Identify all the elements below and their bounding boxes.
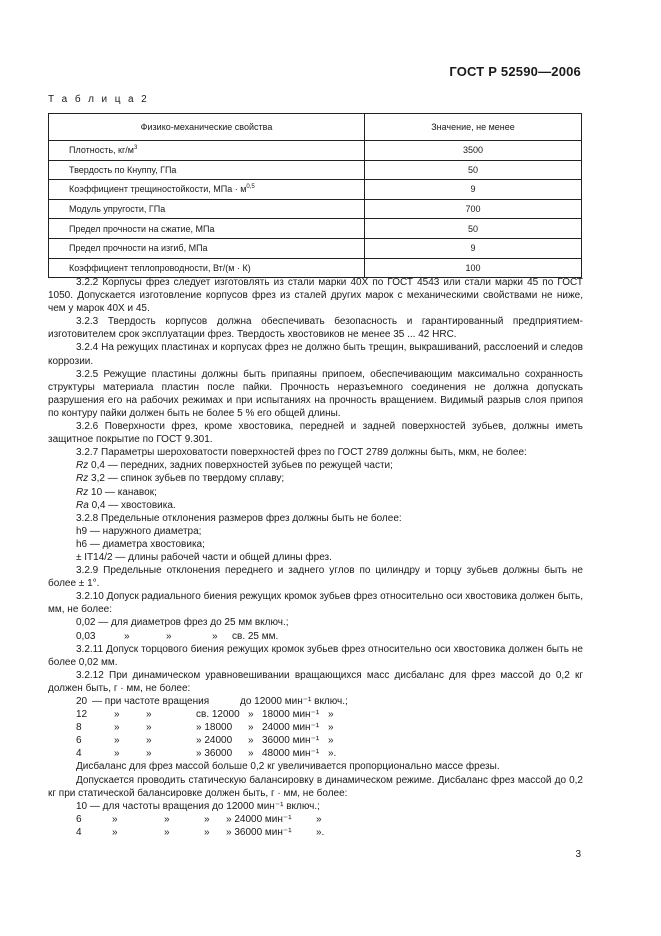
clause-3-2-4: 3.2.4 На режущих пластинах и корпусах фрез не должно быть трещин, выкрашиваний, расслоений и следов коррозии.	[48, 342, 583, 367]
clause-3-2-7: 3.2.7 Параметры шероховатости поверхностей фрез по ГОСТ 2789 должны быть, мкм, не более:	[76, 447, 527, 459]
static-imbalance-row: 10 — для частоты вращения до 12000 мин⁻¹ включ.;	[76, 800, 320, 812]
tolerance-item: h9 — наружного диаметра;	[76, 525, 202, 537]
page-number: 3	[575, 849, 581, 860]
property-cell: Предел прочности на изгиб, МПа	[49, 238, 365, 258]
table-row	[49, 160, 582, 180]
body-text	[48, 276, 583, 839]
value-cell: 50	[365, 160, 582, 180]
column-header-property: Физико-механические свойства	[49, 114, 365, 141]
table-row	[49, 199, 582, 219]
roughness-item: Rz 0,4 — передних, задних поверхностей зубьев по режущей части;	[76, 460, 393, 472]
column-header-value: Значение, не менее	[365, 114, 582, 141]
table-row	[49, 141, 582, 161]
roughness-item: Rz 10 — канавок;	[76, 486, 157, 498]
table-row	[49, 180, 582, 200]
property-cell: Твердость по Кнуппу, ГПа	[49, 160, 365, 180]
heavy-cutter-note: Дисбаланс для фрез массой больше 0,2 кг увеличивается пропорционально массе фрезы.	[76, 761, 500, 773]
value-cell: 3500	[365, 141, 582, 161]
table-row	[49, 238, 582, 258]
clause-3-2-10: 3.2.10 Допуск радиального биения режущих кромок зубьев фрез относительно оси хвостовика должен быть, мм, не более:	[48, 591, 583, 616]
tolerance-item: h6 — диаметра хвостовика;	[76, 538, 205, 550]
clause-3-2-8: 3.2.8 Предельные отклонения размеров фрез должны быть не более:	[76, 512, 402, 524]
static-imbalance-row: 6 » » » » 24000 мин⁻¹ »	[76, 813, 322, 825]
roughness-item: Ra 0,4 — хвостовика.	[76, 499, 176, 511]
properties-table	[48, 113, 582, 278]
roughness-item: Rz 3,2 — спинок зубьев по твердому сплаву;	[76, 473, 285, 485]
property-cell: Коэффициент трещиностойкости, МПа · $м^{0,5}$	[49, 180, 365, 200]
table-header-row	[49, 114, 582, 141]
value-cell: 9	[365, 180, 582, 200]
clause-3-2-12: 3.2.12 При динамическом уравновешивании вращающихся масс дисбаланс для фрез массой до 0,2 кг должен быть, г · мм, не более:	[48, 669, 583, 694]
clause-3-2-3: 3.2.3 Твердость корпусов должна обеспечивать безопасность и гарантированный предприятием-изготовителем срок эксплуатации фрез. Твердость хвостовиков не менее 35 ... 42 HRC.	[48, 316, 583, 341]
runout-item: 0,03 » » » св. 25 мм.	[76, 630, 279, 642]
imbalance-row: 20 — при частоте вращения до 12000 мин⁻¹ включ.;	[76, 696, 348, 707]
imbalance-row: 6 » » » 24000 » 36000 мин⁻¹ »	[76, 735, 334, 747]
value-cell: 100	[365, 258, 582, 278]
value-cell: 9	[365, 238, 582, 258]
clause-3-2-5: 3.2.5 Режущие пластины должны быть припаяны припоем, обеспечивающим максимально сохранность структуры материала пластин после пайки. Прочность неразъемного соединения не должна допускать разрушения его на рабочих режимах и при испытаниях на прочность вращением. Видимый разрыв слоя припоя по контуру пайки должен быть не более 5 % его общей длины.	[48, 368, 583, 419]
property-cell: Модуль упругости, ГПа	[49, 199, 365, 219]
property-cell: Плотность, $кг/м^3$	[49, 141, 365, 161]
table-row	[49, 219, 582, 239]
imbalance-row: 4 » » » 36000 » 48000 мин⁻¹ ».	[76, 748, 337, 760]
clause-3-2-2: 3.2.2 Корпусы фрез следует изготовлять из стали марки 40Х по ГОСТ 4543 или стали марки 45 по ГОСТ 1050. Допускается изготовление корпусов фрез из сталей других марок с механическими свойствами не ниже, чем у марок 40Х и 45.	[48, 277, 583, 315]
property-cell: Предел прочности на сжатие, МПа	[49, 219, 365, 239]
standard-number: ГОСТ Р 52590—2006	[449, 64, 581, 79]
tolerance-item: ± IT14/2 — длины рабочей части и общей длины фрез.	[76, 551, 332, 563]
clause-3-2-9: 3.2.9 Предельные отклонения переднего и заднего углов по цилиндру и торцу зубьев должны быть не более ± 1°.	[48, 565, 583, 590]
table-caption: Т а б л и ц а 2	[48, 94, 150, 105]
static-balancing-note: Допускается проводить статическую балансировку в динамическом режиме. Дисбаланс фрез массой до 0,2 кг при статической балансировке должен быть, г · мм, не более:	[48, 774, 583, 799]
runout-item: 0,02 — для диаметров фрез до 25 мм включ.;	[76, 617, 289, 629]
property-cell: Коэффициент теплопроводности, Вт/(м · К)	[49, 258, 365, 278]
clause-3-2-6: 3.2.6 Поверхности фрез, кроме хвостовика, передней и задней поверхностей зубьев, должны иметь защитное покрытие по ГОСТ 9.301.	[48, 421, 583, 446]
imbalance-row: 8 » » » 18000 » 24000 мин⁻¹ »	[76, 722, 334, 734]
table-row	[49, 258, 582, 278]
value-cell: 700	[365, 199, 582, 219]
static-imbalance-row: 4 » » » » 36000 мин⁻¹ ».	[76, 826, 325, 838]
clause-3-2-11: 3.2.11 Допуск торцового биения режущих кромок зубьев фрез относительно оси хвостовика должен быть не более 0,02 мм.	[48, 643, 583, 668]
imbalance-row: 12 » » св. 12000 » 18000 мин⁻¹ »	[76, 709, 334, 721]
value-cell: 50	[365, 219, 582, 239]
